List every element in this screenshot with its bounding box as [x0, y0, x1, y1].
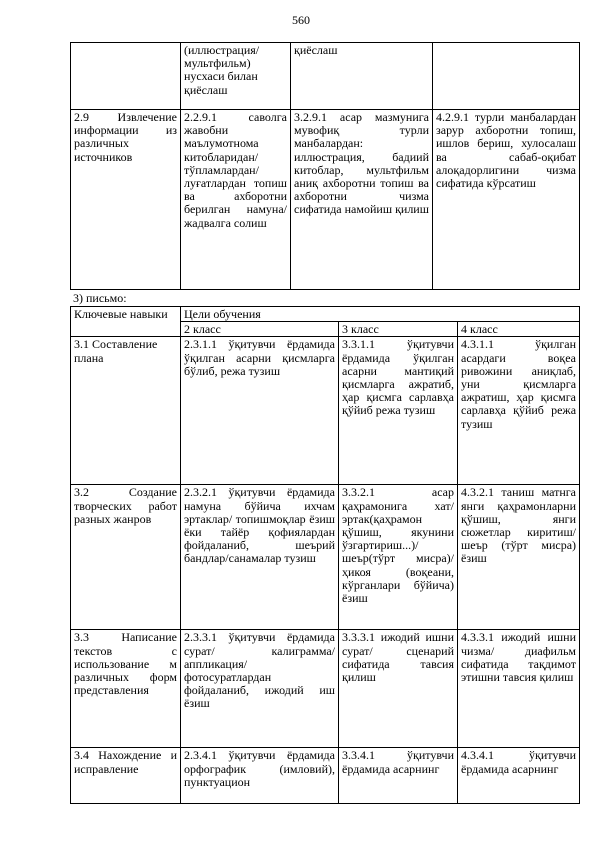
goals-header: Цели обучения [181, 307, 580, 322]
table-cell [433, 43, 580, 110]
reading-goals-table-continuation [70, 42, 580, 290]
table-row [71, 485, 580, 630]
table-cell: 2.3.4.1 ўқитувчи ёрдамида орфографик (имловий), пунктуацион [181, 748, 339, 804]
table-row [71, 630, 580, 748]
key-skills-header: Ключевые навыки [71, 307, 181, 337]
section-label: 3) письмо: [73, 291, 127, 305]
table-cell: 4.3.3.1 ижодий ишни чизма/ диафильм сифатида тақдимот этишни тавсия қилиш [458, 630, 580, 748]
skill-cell: 3.1 Составление плана [71, 337, 181, 485]
table-row [71, 110, 580, 290]
table-cell: (иллюстрация/ мультфильм) нусхаси билан қиёслаш [181, 43, 291, 110]
skill-cell: 3.2 Создание творческих работ разных жанров [71, 485, 181, 630]
table-row [71, 43, 580, 110]
table-cell [71, 43, 181, 110]
table-cell: 2.3.3.1 ўқитувчи ёрдамида сурат/ калиграмма/ аппликация/ фотосуратлардан фойдаланиб, ижодий иш ёзиш [181, 630, 339, 748]
table-cell: 2.2.9.1 саволга жавобни маълумотнома китобларидан/ тўпламлардан/ луғатлардан топиш ва ахборотни берилган намуна/ жадвалга солиш [181, 110, 291, 290]
page-number: 560 [292, 13, 310, 27]
table-cell: 3.3.3.1 ижодий ишни сурат/ сценарий сифатида тавсия қилиш [339, 630, 458, 748]
table-cell: 2.3.1.1 ўқитувчи ёрдамида ўқилган асарни қисмларга бўлиб, режа тузиш [181, 337, 339, 485]
table-cell: қиёслаш [291, 43, 433, 110]
table-cell: 4.2.9.1 турли манбалардан зарур ахборотни топиш, ишлов бериш, хулосалаш ва сабаб-оқибат алоқадорлигини чизма сифатида кўрсатиш [433, 110, 580, 290]
table-cell: 4.3.4.1 ўқитувчи ёрдамида асарнинг [458, 748, 580, 804]
table-cell: 2.9 Извлечение информации из различных источников [71, 110, 181, 290]
table-cell: 3.3.1.1 ўқитувчи ёрдамида ўқилган асарни мантиқий қисмларга ажратиб, ҳар қисмга сарлавҳа қўйиб режа тузиш [339, 337, 458, 485]
table-cell: 3.3.2.1 асар қаҳрамонига хат/ эртак(қаҳрамон қўшиш, якунини ўзгартириш...)/ шеър(тўрт мисра)/ ҳикоя (воқеани, кўрганлари бўйича) ёзиш [339, 485, 458, 630]
table-cell: 4.3.1.1 ўқилган асардаги воқеа ривожини аниқлаб, уни қисмларга ажратиш, ҳар қисмга сарлавҳа қўйиб режа тузиш [458, 337, 580, 485]
skill-cell: 3.3 Написание текстов с использование м различных форм представления [71, 630, 181, 748]
table-cell: 3.3.4.1 ўқитувчи ёрдамида асарнинг [339, 748, 458, 804]
table-cell: 4.3.2.1 таниш матнга янги қаҳрамонларни қўшиш, янги сюжетлар киритиш/шеър (тўрт мисра) ёзиш [458, 485, 580, 630]
grade-header: 4 класс [458, 322, 580, 337]
table-cell: 2.3.2.1 ўқитувчи ёрдамида намуна бўйича ихчам эртаклар/ топишмоқлар ёзиш ёки тайёр қофиялардан фойдаланиб, шеърий бандлар/санамалар тузиш [181, 485, 339, 630]
table-row [71, 337, 580, 485]
table-row [71, 748, 580, 804]
table-header-row [71, 307, 580, 322]
skill-cell: 3.4 Нахождение и исправление [71, 748, 181, 804]
writing-goals-table [70, 306, 580, 804]
grade-header: 3 класс [339, 322, 458, 337]
table-cell: 3.2.9.1 асар мазмунига мувофиқ турли манбалардан: иллюстрация, бадиий китоблар, мультфильм аниқ ахборотни топиш ва ахборотни чизма сифатида намойиш қилиш [291, 110, 433, 290]
grade-header: 2 класс [181, 322, 339, 337]
